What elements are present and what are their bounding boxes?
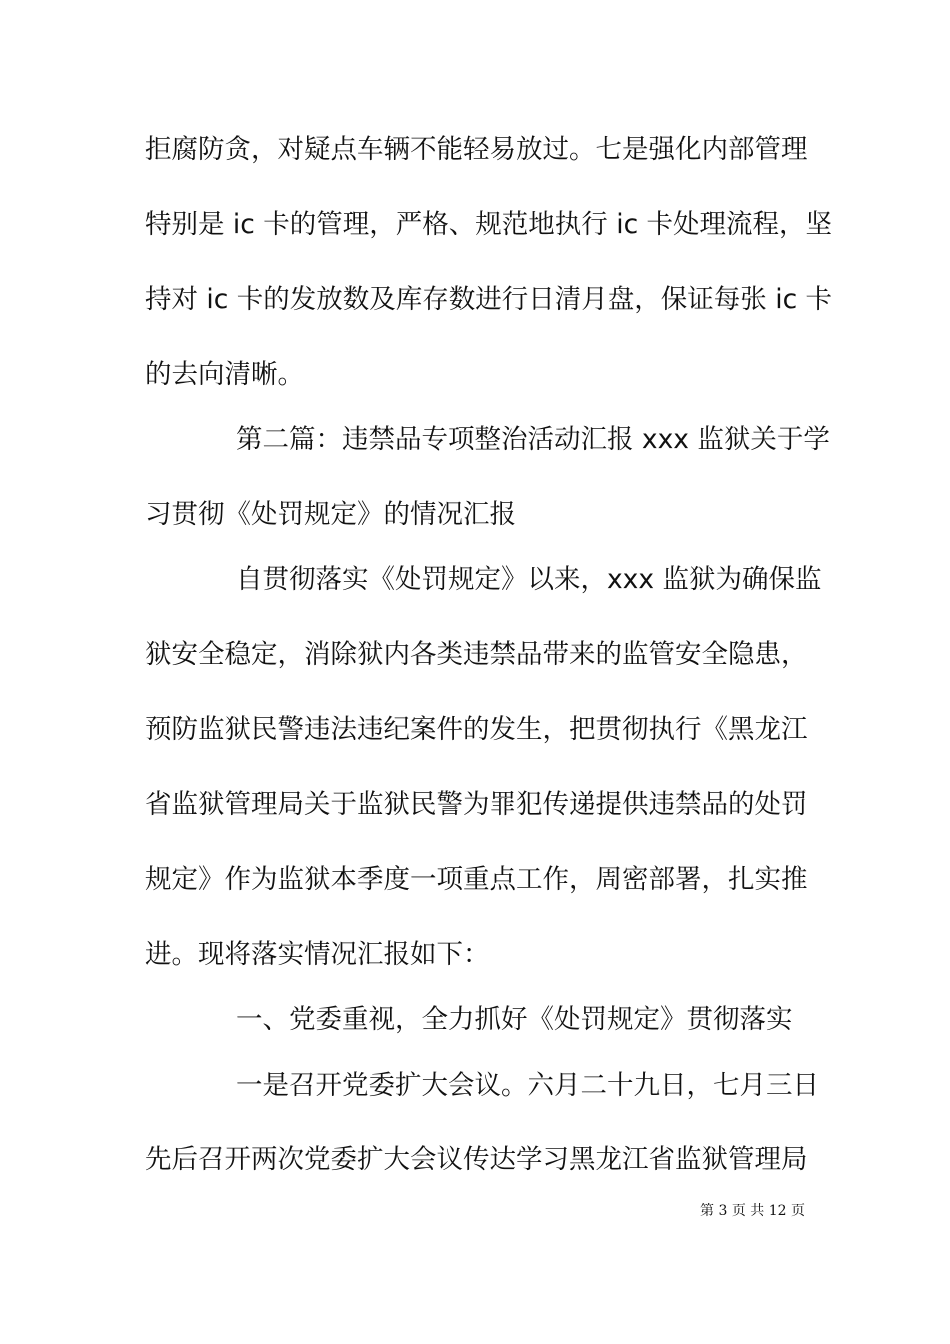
text-line: 预防监狱民警违法违纪案件的发生，把贯彻执行《黑龙江 [145, 714, 808, 745]
text-line: 狱安全稳定，消除狱内各类违禁品带来的监管安全隐患， [145, 639, 808, 670]
subheading-line: 一、党委重视，全力抓好《处罚规定》贯彻落实 [236, 1004, 793, 1035]
text-line: 的去向清晰。 [145, 359, 304, 390]
section-heading-line: 习贯彻《处罚规定》的情况汇报 [145, 499, 516, 530]
text-line: 规定》作为监狱本季度一项重点工作，周密部署，扎实推 [145, 864, 808, 895]
text-line: 进。现将落实情况汇报如下： [145, 939, 490, 970]
text-line: 自贯彻落实《处罚规定》以来，xxx 监狱为确保监 [236, 564, 822, 595]
section-heading-line: 第二篇：违禁品专项整治活动汇报 xxx 监狱关于学 [236, 424, 830, 455]
text-line: 持对 ic 卡的发放数及库存数进行日清月盘，保证每张 ic 卡 [145, 284, 833, 315]
text-line: 省监狱管理局关于监狱民警为罪犯传递提供违禁品的处罚 [145, 789, 808, 820]
text-line: 一是召开党委扩大会议。六月二十九日，七月三日 [236, 1070, 819, 1101]
text-line: 拒腐防贪，对疑点车辆不能轻易放过。七是强化内部管理 [145, 134, 808, 165]
text-line: 特别是 ic 卡的管理，严格、规范地执行 ic 卡处理流程，坚 [145, 209, 833, 240]
text-line: 先后召开两次党委扩大会议传达学习黑龙江省监狱管理局 [145, 1144, 808, 1175]
page-number: 第 3 页 共 12 页 [700, 1203, 805, 1219]
